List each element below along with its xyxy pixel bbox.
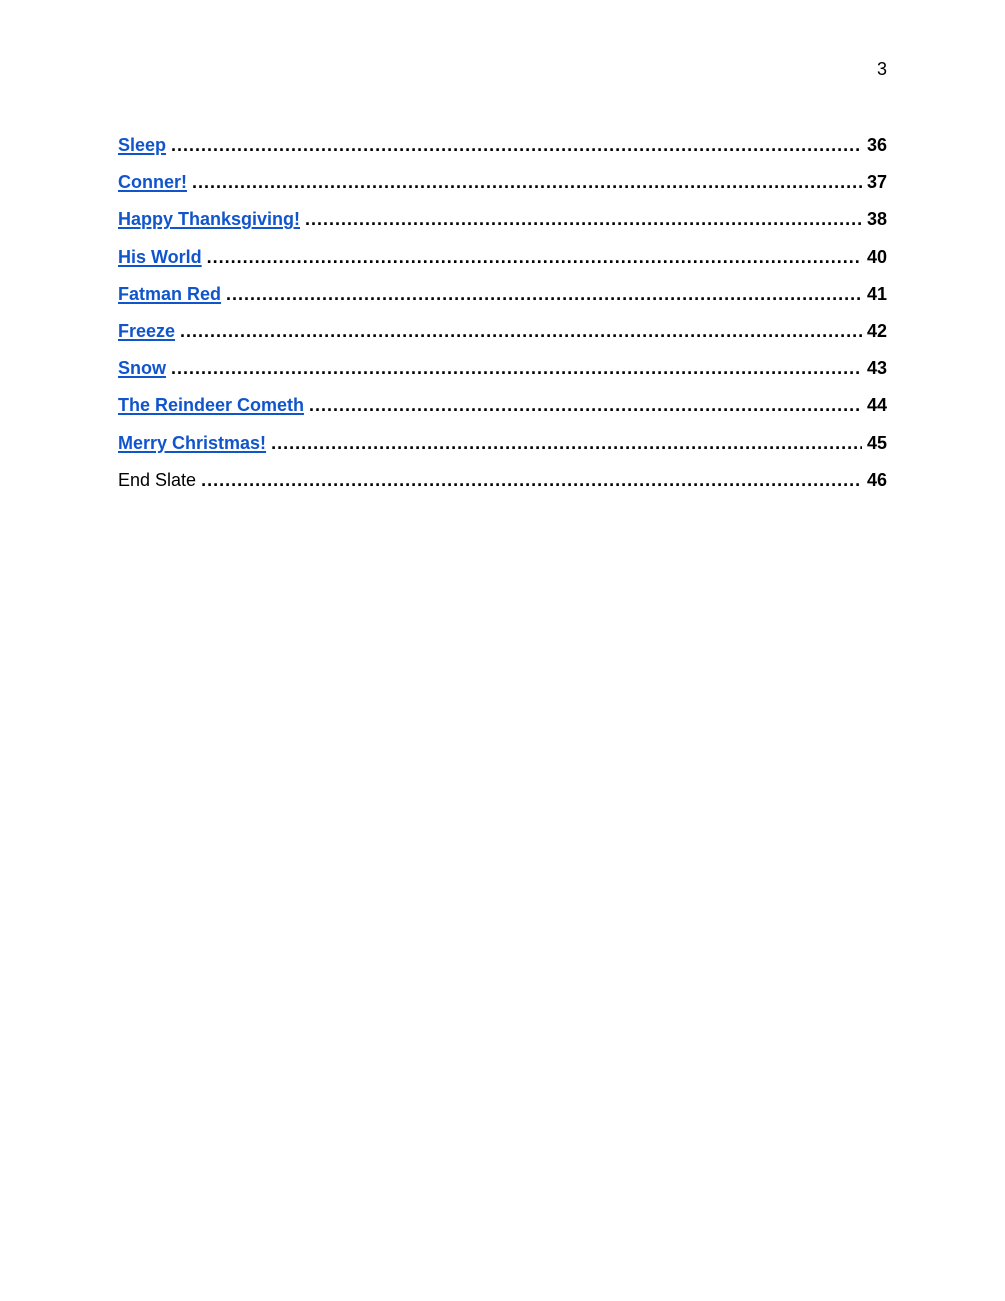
toc-page-number: 45: [866, 432, 887, 453]
toc-dot-leader: [201, 468, 862, 492]
toc-entry-his-world: [118, 245, 887, 282]
toc-link-sleep[interactable]: Sleep: [118, 135, 167, 155]
toc-page-number: 37: [866, 172, 887, 193]
toc-entry-freeze: [118, 319, 887, 356]
toc-dot-leader: [180, 319, 862, 343]
toc-page-number: 41: [866, 283, 887, 304]
toc-page-number: 36: [866, 135, 887, 155]
toc-entry-merry-christmas: [118, 431, 887, 468]
toc-dot-leader: [207, 245, 862, 269]
toc-link-conner[interactable]: Conner!: [118, 172, 187, 193]
toc-dot-leader: [192, 170, 862, 194]
toc-entry-end-slate: [118, 468, 887, 505]
toc-dot-leader: [305, 207, 862, 231]
toc-link-happy-thanksgiving[interactable]: Happy Thanksgiving!: [118, 209, 301, 230]
toc-link-the-reindeer-cometh[interactable]: The Reindeer Cometh: [118, 395, 305, 416]
toc-entry-conner: [118, 170, 887, 207]
toc-entry-happy-thanksgiving: [118, 207, 887, 244]
toc-link-snow[interactable]: Snow: [118, 358, 166, 379]
toc-page-number: 40: [866, 246, 887, 267]
toc-dot-leader: [171, 356, 862, 380]
toc-page-number: 46: [866, 469, 887, 490]
toc-link-merry-christmas[interactable]: Merry Christmas!: [118, 432, 267, 453]
toc-page-number: 44: [866, 395, 887, 416]
toc-title-end-slate: End Slate: [118, 469, 197, 490]
toc-link-fatman-red[interactable]: Fatman Red: [118, 283, 222, 304]
toc-page-number: 43: [866, 358, 887, 379]
toc-dot-leader: [226, 282, 862, 306]
toc-link-freeze[interactable]: Freeze: [118, 320, 176, 341]
page-number: 3: [876, 59, 887, 79]
toc-entry-snow: [118, 356, 887, 393]
toc-dot-leader: [271, 431, 862, 455]
toc-link-his-world[interactable]: His World: [118, 246, 202, 267]
toc-dot-leader: [309, 393, 862, 417]
toc-page-number: 42: [866, 320, 887, 341]
toc-entry-the-reindeer-cometh: [118, 393, 887, 430]
table-of-contents: [118, 133, 887, 505]
toc-page-number: 38: [866, 209, 887, 230]
toc-entry-sleep: [118, 133, 887, 170]
toc-dot-leader: [171, 133, 862, 157]
toc-entry-fatman-red: [118, 282, 887, 319]
